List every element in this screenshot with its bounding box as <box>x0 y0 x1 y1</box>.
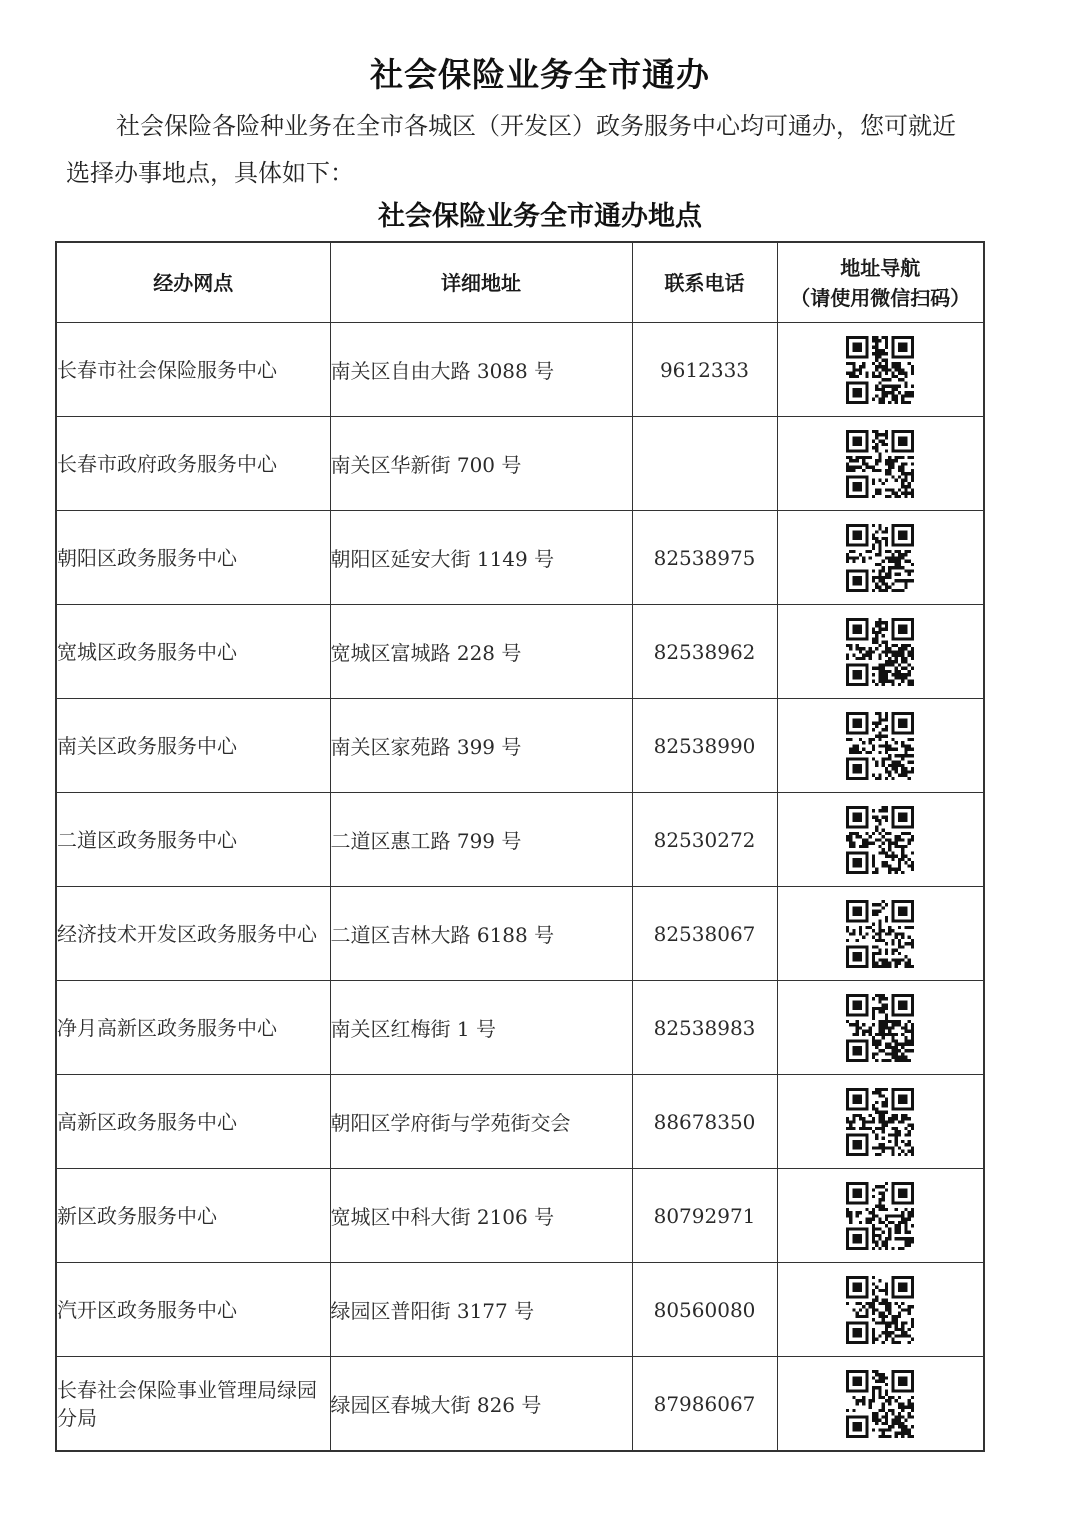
qr-code-icon <box>846 806 914 874</box>
page-title: 社会保险业务全市通办 <box>370 55 710 94</box>
header-name: 经办网点 <box>56 242 330 323</box>
qr-code-icon <box>846 1182 914 1250</box>
qr-code-icon <box>846 994 914 1062</box>
office-address: 朝阳区延安大街 1149 号 <box>330 511 632 605</box>
office-phone <box>632 417 777 511</box>
qr-code-icon <box>846 712 914 780</box>
office-phone: 82538990 <box>632 699 777 793</box>
office-phone: 9612333 <box>632 323 777 417</box>
navigation-qr-cell <box>777 323 984 417</box>
table-row <box>56 1357 984 1452</box>
table-row <box>56 605 984 699</box>
office-name: 长春市社会保险服务中心 <box>56 323 330 417</box>
qr-code-icon <box>846 524 914 592</box>
office-name: 朝阳区政务服务中心 <box>56 511 330 605</box>
office-address: 绿园区春城大街 826 号 <box>330 1357 632 1452</box>
office-phone: 82538975 <box>632 511 777 605</box>
table-row <box>56 511 984 605</box>
navigation-qr-cell <box>777 605 984 699</box>
office-address: 南关区红梅街 1 号 <box>330 981 632 1075</box>
navigation-qr-cell <box>777 1357 984 1452</box>
header-address: 详细地址 <box>330 242 632 323</box>
table-row <box>56 793 984 887</box>
table-row <box>56 1075 984 1169</box>
navigation-qr-cell <box>777 1075 984 1169</box>
header-navigation-hint: （请使用微信扫码） <box>790 285 971 310</box>
navigation-qr-cell <box>777 511 984 605</box>
qr-code-icon <box>846 430 914 498</box>
office-name: 高新区政务服务中心 <box>56 1075 330 1169</box>
qr-code-icon <box>846 336 914 404</box>
office-address: 绿园区普阳街 3177 号 <box>330 1263 632 1357</box>
office-name: 二道区政务服务中心 <box>56 793 330 887</box>
navigation-qr-cell <box>777 417 984 511</box>
table-row <box>56 1263 984 1357</box>
office-phone: 87986067 <box>632 1357 777 1452</box>
office-name: 长春社会保险事业管理局绿园分局 <box>56 1357 330 1452</box>
navigation-qr-cell <box>777 1169 984 1263</box>
office-address: 宽城区富城路 228 号 <box>330 605 632 699</box>
office-address: 南关区自由大路 3088 号 <box>330 323 632 417</box>
table-header-row <box>56 242 984 323</box>
navigation-qr-cell <box>777 699 984 793</box>
table-title: 社会保险业务全市通办地点 <box>378 201 702 232</box>
table-row <box>56 323 984 417</box>
office-phone: 88678350 <box>632 1075 777 1169</box>
qr-code-icon <box>846 1088 914 1156</box>
qr-code-icon <box>846 1276 914 1344</box>
table-row <box>56 1169 984 1263</box>
table-row <box>56 887 984 981</box>
table-row <box>56 417 984 511</box>
office-phone: 82530272 <box>632 793 777 887</box>
office-address: 朝阳区学府街与学苑街交会 <box>330 1075 632 1169</box>
intro-line-2: 选择办事地点，具体如下： <box>66 159 354 187</box>
office-phone: 80792971 <box>632 1169 777 1263</box>
table-row <box>56 981 984 1075</box>
office-name: 经济技术开发区政务服务中心 <box>56 887 330 981</box>
qr-code-icon <box>846 1370 914 1438</box>
header-navigation <box>777 242 984 323</box>
table-body <box>56 323 984 1452</box>
intro-line-1: 社会保险各险种业务在全市各城区（开发区）政务服务中心均可通办，您可就近 <box>116 112 956 140</box>
navigation-qr-cell <box>777 1263 984 1357</box>
office-name: 新区政务服务中心 <box>56 1169 330 1263</box>
qr-code-icon <box>846 618 914 686</box>
office-address: 二道区吉林大路 6188 号 <box>330 887 632 981</box>
office-address: 二道区惠工路 799 号 <box>330 793 632 887</box>
office-name: 长春市政府政务服务中心 <box>56 417 330 511</box>
office-name: 南关区政务服务中心 <box>56 699 330 793</box>
office-phone: 82538962 <box>632 605 777 699</box>
office-address: 南关区华新街 700 号 <box>330 417 632 511</box>
office-phone: 82538067 <box>632 887 777 981</box>
table-row <box>56 699 984 793</box>
office-name: 净月高新区政务服务中心 <box>56 981 330 1075</box>
office-address: 宽城区中科大街 2106 号 <box>330 1169 632 1263</box>
intro-paragraph <box>66 103 1026 197</box>
office-address: 南关区家苑路 399 号 <box>330 699 632 793</box>
office-name: 汽开区政务服务中心 <box>56 1263 330 1357</box>
office-name: 宽城区政务服务中心 <box>56 605 330 699</box>
navigation-qr-cell <box>777 981 984 1075</box>
header-phone: 联系电话 <box>632 242 777 323</box>
navigation-qr-cell <box>777 887 984 981</box>
office-phone: 80560080 <box>632 1263 777 1357</box>
locations-table <box>55 241 985 1452</box>
navigation-qr-cell <box>777 793 984 887</box>
office-phone: 82538983 <box>632 981 777 1075</box>
header-navigation-title: 地址导航 <box>840 255 921 280</box>
qr-code-icon <box>846 900 914 968</box>
